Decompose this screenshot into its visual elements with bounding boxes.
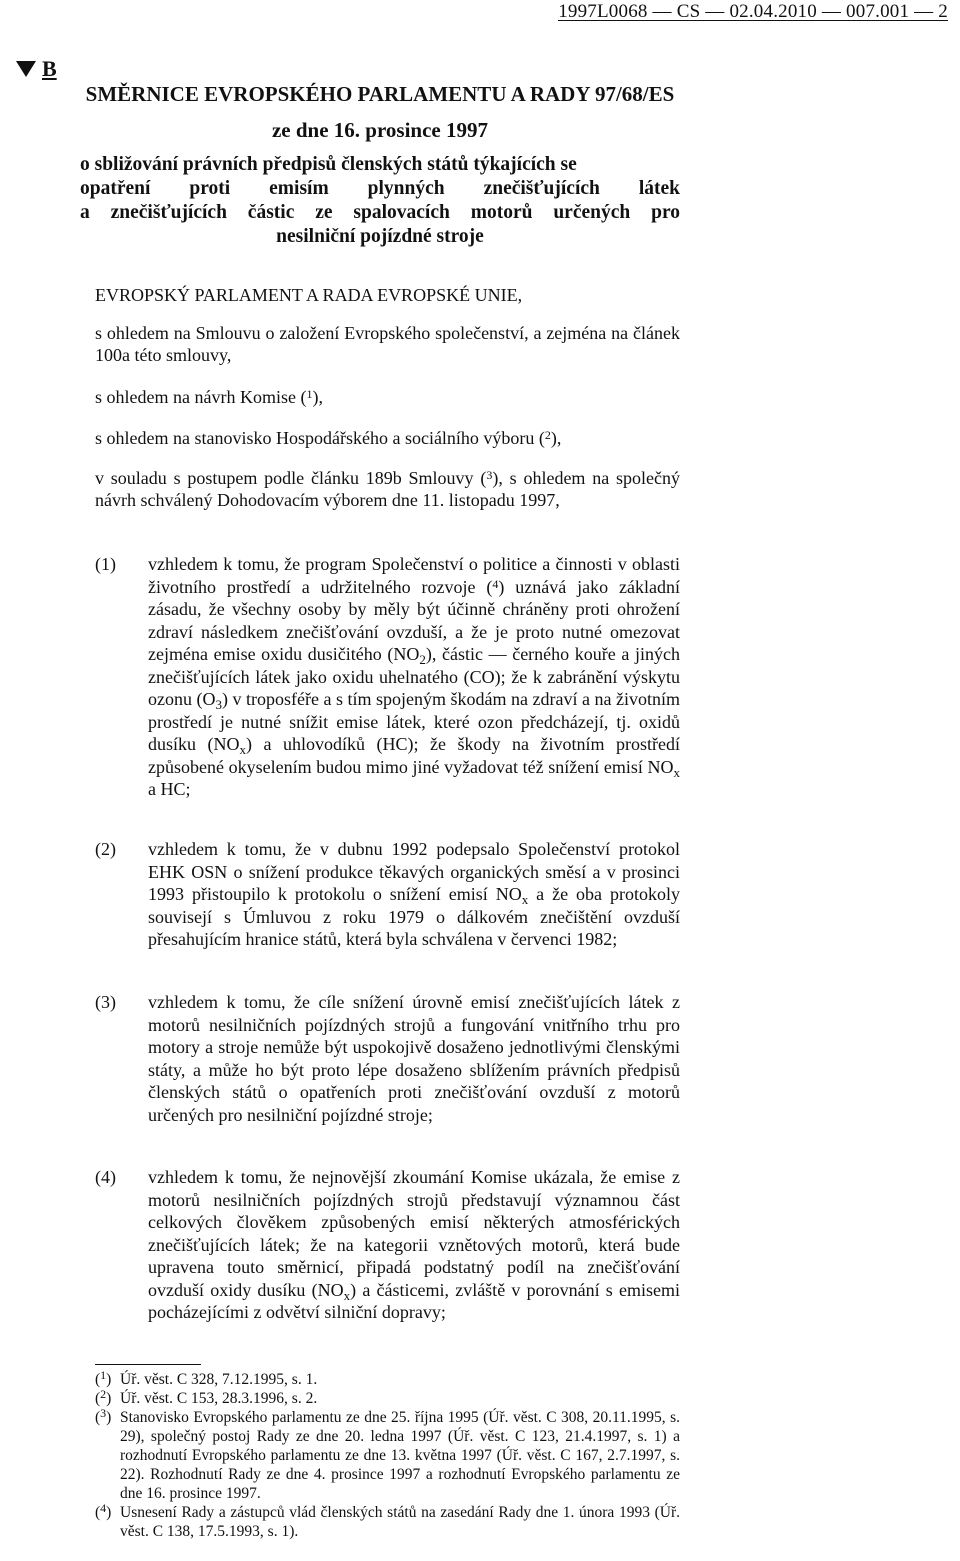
citation-text: s ohledem na stanovisko Hospodářského a sociálního výboru (	[95, 428, 545, 448]
recital-1	[95, 553, 680, 801]
recital-text: vzhledem k tomu, že nejnovější zkoumání Komise ukázala, že emise z motorů nesilničních pojízdných strojů představují významnou část celkových člověkem způsobených emisí některých atmosférických znečišťujících látek; že na kategorii vznětových motorů, která bude upravena touto směrnicí, připadá podstatný podíl na znečišťování ovzduší oxidy dusíku $(NO_x)$ a částicemi, zvláště v porovnání s emisemi pocházejícími z odvětví silniční dopravy;	[148, 1167, 680, 1322]
footnote-ref[interactable]: 2	[544, 428, 551, 442]
footnote: ($^2$) Úř. věst. C 153, 28.3.1996, s. 2.	[95, 1387, 318, 1407]
citation-treaty: s ohledem na Smlouvu o založení Evropského společenství, a zejména na článek 100a této smlouvy,	[95, 323, 680, 365]
document-reference: 1997L0068 — CS — 02.04.2010 — 007.001 — 2	[558, 1, 948, 22]
citation-text: v souladu s postupem podle článku 189b Smlouvy (	[95, 468, 487, 488]
subject-line: nesilniční pojízdné stroje	[276, 226, 484, 247]
subject-line: a znečišťujících částic ze spalovacích motorů určených pro	[80, 202, 680, 223]
recital-3	[95, 991, 680, 1126]
footnote-ref[interactable]: 3	[486, 468, 493, 482]
amendment-marker	[16, 54, 57, 82]
footnote: ($^1$) Úř. věst. C 328, 7.12.1995, s. 1.	[95, 1368, 318, 1388]
footnote: ($^3$) Stanovisko Evropského parlamentu ze dne 25. října 1995 (Úř. věst. C 308, 20.11.1995, s. 29), společný postoj Rady ze dne 20. ledna 1997 (Úř. věst. C 123, 21.4.1997, s. 1) a rozhodnutí Evropského parlamentu ze dne 13. května 1997 (Úř. věst. C 167, 2.7.1997, s. 22). Rozhodnutí Rady ze dne 4. prosince 1997 a rozhodnutí Evropského parlamentu ze dne 16. prosince 1997.	[95, 1406, 680, 1502]
subject-line: opatření proti emisím plynných znečišťujících látek	[80, 178, 680, 199]
recital-text: vzhledem k tomu, že program Společenství o politice a činnosti v oblasti životního prostředí a udržitelného rozvoje ($^4$) uznává jako základní zásadu, že všechny osoby by měly být účinně chráněny proti ohrožení zdraví následkem znečišťování ovzduší, a že je proto nutné omezovat zejména emise oxidu dusičitého $(NO_2)$, částic — černého kouře a jiných znečišťujících látek jako oxidu uhelnatého (CO); že k zabránění výskytu ozonu $(O_3)$ v troposféře a s tím spojeným škodám na zdraví a na životním prostředí je nutné snížit emise látek, které ozon předcházejí, tj. oxidů dusíku $(NO_x)$ a uhlovodíků (HC); že škody na životním prostředí způsobené okyselením budou mimo jiné vyžadovat též snížení emisí $NO_x$ a HC;	[148, 554, 681, 799]
directive-subject	[80, 153, 680, 249]
directive-date: ze dne 16. prosince 1997	[271, 118, 489, 142]
footnote: ($^4$) Usnesení Rady a zástupců vlád členských států na zasedání Rady dne 1. února 1993 (Úř. věst. C 138, 17.5.1993, s. 1).	[95, 1501, 680, 1540]
recital-number: (4)	[95, 1167, 116, 1187]
citation-committee	[95, 427, 680, 449]
citation-text: ),	[312, 387, 323, 407]
footnotes	[95, 1370, 680, 1541]
header-rule	[558, 20, 948, 21]
recital-2	[95, 838, 680, 951]
recital-4	[95, 1166, 680, 1324]
citation-text: ), s ohledem na společný návrh schválený Dohodovacím výborem dne 11. listopadu 1997,	[95, 468, 680, 510]
recital-number: (2)	[95, 839, 116, 859]
footnote-separator	[95, 1364, 201, 1365]
recital-text: vzhledem k tomu, že cíle snížení úrovně emisí znečišťujících látek z motorů nesilničních pojízdných strojů a fungování vnitřního trhu pro motory a stroje nemůže být uspokojivě dosaženo jednotlivými členskými státy, a může ho být proto lépe dosaženo sblížením právních předpisů členských států o opatřeních proti znečišťování ovzduší z motorů určených pro nesilniční pojízdné stroje;	[148, 992, 680, 1125]
recital-number: (1)	[95, 554, 116, 574]
citation-procedure	[95, 467, 680, 511]
institution-line: EVROPSKÝ PARLAMENT A RADA EVROPSKÉ UNIE,	[95, 285, 523, 305]
citation-text: s ohledem na návrh Komise (	[95, 387, 307, 407]
recital-text: vzhledem k tomu, že v dubnu 1992 podepsalo Společenství protokol EHK OSN o snížení produkce těkavých organických směsí a v prosinci 1993 přistoupilo k protokolu o snížení emisí $NO_x$ a že oba protokoly souvisejí s Úmluvou z roku 1979 o dálkovém znečištění ovzduší přesahujícím hranice států, která byla schválena v červenci 1982;	[148, 839, 680, 949]
marker-letter: B	[42, 55, 57, 81]
page-header	[558, 0, 948, 24]
footnote-ref[interactable]: 4	[492, 576, 499, 591]
directive-title: SMĚRNICE EVROPSKÉHO PARLAMENTU A RADY 97/68/ES	[85, 82, 675, 106]
triangle-down-icon	[16, 61, 36, 77]
recital-number: (3)	[95, 992, 116, 1012]
citation-text: ),	[550, 428, 562, 448]
footnote-ref[interactable]: 1	[306, 387, 313, 401]
citation-commission	[95, 386, 680, 408]
subject-line: o sbližování právních předpisů členských států týkajících se	[80, 154, 577, 175]
